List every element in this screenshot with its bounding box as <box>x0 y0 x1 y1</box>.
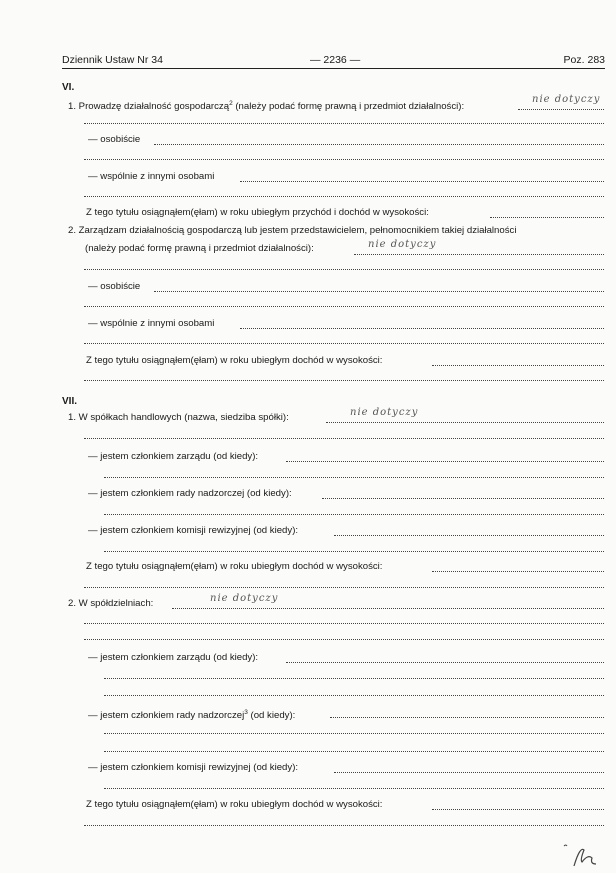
s7-item2-audit-field[interactable] <box>334 771 604 773</box>
s6-item2-handwritten: nie dotyczy <box>368 239 437 250</box>
s6-item2-income: Z tego tytułu osiągnąłem(ęłam) w roku ubiegłym dochód w wysokości: <box>86 355 383 366</box>
s7-item2-supervisory-field-2[interactable] <box>104 732 604 734</box>
s7-item2-handwritten: nie dotyczy <box>210 593 279 604</box>
journal-title: Dziennik Ustaw Nr 34 <box>62 54 163 66</box>
s6-item1-text: 1. Prowadzę działalność gospodarczą$^2$ (należy podać formę prawną i przedmiot działalności): <box>68 100 465 113</box>
s7-item1-supervisory-field[interactable] <box>322 497 604 499</box>
s6-item1-field[interactable] <box>518 108 604 110</box>
s6-item2-line2: (należy podać formę prawną i przedmiot działalności): <box>85 243 314 254</box>
page-header <box>62 54 605 69</box>
s6-item2-personally-field-2[interactable] <box>84 305 604 307</box>
s7-item2-supervisory: — jestem członkiem rady nadzorczej$^3$ (od kiedy): <box>88 709 296 722</box>
s7-item1-audit: — jestem członkiem komisji rewizyjnej (od kiedy): <box>88 525 299 536</box>
s6-item1-income: Z tego tytułu osiągnąłem(ęłam) w roku ubiegłym przychód i dochód w wysokości: <box>86 207 429 218</box>
s6-item1-jointly-field[interactable] <box>240 180 604 182</box>
s7-item2-supervisory-field[interactable] <box>330 716 604 718</box>
s6-item1-jointly: — wspólnie z innymi osobami <box>88 171 215 182</box>
s6-item1-personally-field[interactable] <box>154 143 604 145</box>
s7-item1-board-field[interactable] <box>286 460 604 462</box>
s6-item2-personally-field[interactable] <box>154 290 604 292</box>
s7-item2-text: 2. W spółdzielniach: <box>68 598 154 609</box>
s7-item2-field-2[interactable] <box>84 622 604 624</box>
s6-item2-personally: — osobiście <box>88 281 141 292</box>
s6-item1-personally: — osobiście <box>88 134 141 145</box>
s7-item2-board: — jestem członkiem zarządu (od kiedy): <box>88 652 259 663</box>
s7-item1-income-field-2[interactable] <box>84 586 604 588</box>
s7-item2-supervisory-field-3[interactable] <box>104 750 604 752</box>
s7-item2-field[interactable] <box>172 607 604 609</box>
s7-item1-board: — jestem członkiem zarządu (od kiedy): <box>88 451 259 462</box>
s7-item2-board-field-2[interactable] <box>104 677 604 679</box>
s6-item2-line1: 2. Zarządzam działalnością gospodarczą lub jestem przedstawicielem, pełnomocnikiem takiej działalności <box>68 225 517 236</box>
s7-item2-income-field[interactable] <box>432 808 604 810</box>
s7-item1-income: Z tego tytułu osiągnąłem(ęłam) w roku ubiegłym dochód w wysokości: <box>86 561 383 572</box>
s6-item1-handwritten: nie dotyczy <box>532 94 601 105</box>
s6-item2-income-field-2[interactable] <box>84 379 604 381</box>
s7-item1-board-field-2[interactable] <box>104 476 604 478</box>
s6-item2-income-field[interactable] <box>432 364 604 366</box>
s7-item1-audit-field[interactable] <box>334 534 604 536</box>
s7-item1-audit-field-2[interactable] <box>104 550 604 552</box>
s6-item1-personally-field-2[interactable] <box>84 158 604 160</box>
s7-item1-handwritten: nie dotyczy <box>350 407 419 418</box>
s7-item2-field-3[interactable] <box>84 638 604 640</box>
s7-item2-income-field-2[interactable] <box>84 824 604 826</box>
s7-item1-field-2[interactable] <box>84 437 604 439</box>
position-number: Poz. 283 <box>563 54 605 66</box>
s7-item2-income: Z tego tytułu osiągnąłem(ęłam) w roku ubiegłym dochód w wysokości: <box>86 799 383 810</box>
section-7-label: VII. <box>62 396 78 407</box>
s6-item1-income-field[interactable] <box>490 216 604 218</box>
s7-item2-audit: — jestem członkiem komisji rewizyjnej (od kiedy): <box>88 762 299 773</box>
page-number: — 2236 — <box>310 54 361 66</box>
s6-item2-field[interactable] <box>354 253 604 255</box>
signature-initials <box>560 840 610 870</box>
s7-item1-field[interactable] <box>326 421 604 423</box>
section-6-label: VI. <box>62 82 75 93</box>
s6-item1-field-2[interactable] <box>84 122 604 124</box>
s6-item2-jointly: — wspólnie z innymi osobami <box>88 318 215 329</box>
s7-item1-income-field[interactable] <box>432 570 604 572</box>
s7-item2-board-field-3[interactable] <box>104 694 604 696</box>
s7-item1-supervisory-field-2[interactable] <box>104 513 604 515</box>
s7-item2-board-field[interactable] <box>286 661 604 663</box>
s6-item2-jointly-field-2[interactable] <box>84 342 604 344</box>
s6-item2-field-2[interactable] <box>84 268 604 270</box>
s6-item2-jointly-field[interactable] <box>240 327 604 329</box>
s7-item2-audit-field-2[interactable] <box>104 787 604 789</box>
s7-item1-text: 1. W spółkach handlowych (nazwa, siedziba spółki): <box>68 412 289 423</box>
s7-item1-supervisory: — jestem członkiem rady nadzorczej (od kiedy): <box>88 488 292 499</box>
s6-item1-jointly-field-2[interactable] <box>84 195 604 197</box>
